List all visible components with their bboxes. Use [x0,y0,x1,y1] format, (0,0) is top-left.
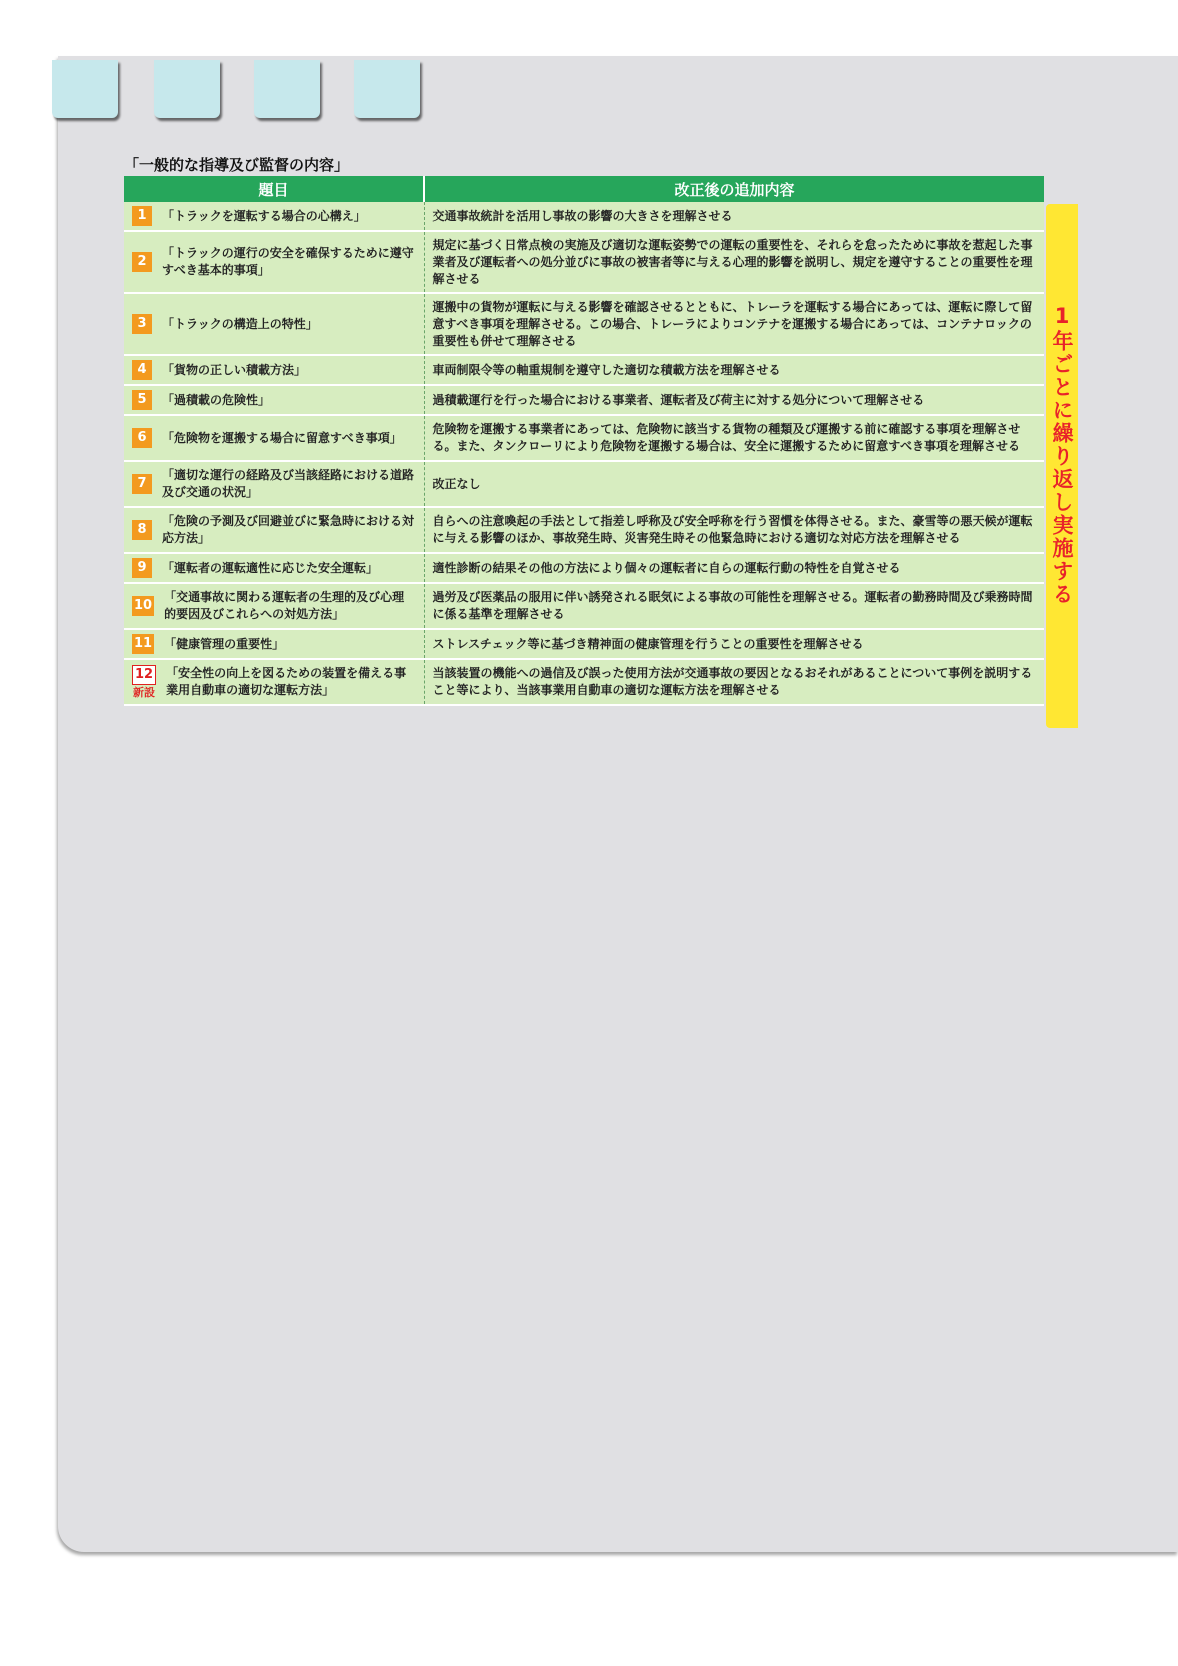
row-number: 2 [132,252,152,272]
topic-text: 「貨物の正しい積載方法」 [162,362,307,377]
content-cell: 当該装置の機能への過信及び誤った使用方法が交通事故の要因となるおそれがあることについて事例を説明すること等により、当該事業用自動車の適切な運転方法を理解させる [424,659,1044,705]
row-number: 4 [132,360,152,380]
content-cell: 規定に基づく日常点検の実施及び適切な運転姿勢での運転の重要性を、それらを怠ったために事故を惹起した事業者及び運転者への処分並びに事故の被害者等に与える心理的影響を説明し、規定を遵守することの重要性を理解させる [424,231,1044,293]
topic-cell [124,583,424,629]
topic-cell [124,293,424,355]
topic-cell [124,659,424,705]
index-tab-3 [254,60,320,118]
index-tab-2 [154,60,220,118]
content-cell: 自らへの注意喚起の手法として指差し呼称及び安全呼称を行う習慣を体得させる。また、豪雪等の悪天候が運転に与える影響のほか、事故発生時、災害発生時その他緊急時における適切な対応方法を理解させる [424,507,1044,553]
table-header-row [124,176,1044,202]
topic-cell [124,629,424,659]
topic-text: 「トラックの構造上の特性」 [162,316,318,331]
row-number: 7 [132,474,152,494]
index-tab-4 [354,60,420,118]
row-number: 9 [132,558,152,578]
row-number: 6 [132,428,152,448]
content-cell: 危険物を運搬する事業者にあっては、危険物に該当する貨物の種類及び運搬する前に確認する事項を理解させる。また、タンクローリにより危険物を運搬する場合は、安全に運搬するために留意すべき事項を理解させる [424,415,1044,461]
table-row [124,659,1044,705]
topic-text: 「トラックの運行の安全を確保するために遵守すべき基本的事項」 [162,246,414,277]
table-row [124,385,1044,415]
row-number: 8 [132,520,152,540]
table-row [124,415,1044,461]
content-cell: 過労及び医薬品の服用に伴い誘発される眠気による事故の可能性を理解させる。運転者の勤務時間及び乗務時間に係る基準を理解させる [424,583,1044,629]
guidance-table [124,176,1044,706]
side-banner-text: 1年ごとに繰り返し実施する [1050,304,1074,606]
content-column-header: 改正後の追加内容 [424,176,1044,202]
topic-text: 「適切な運行の経路及び当該経路における道路及び交通の状況」 [162,468,415,499]
table-row [124,231,1044,293]
content-cell: 交通事故統計を活用し事故の影響の大きさを理解させる [424,202,1044,231]
topic-text: 「運転者の運転適性に応じた安全運転」 [162,560,379,575]
table-row [124,629,1044,659]
content-cell: ストレスチェック等に基づき精神面の健康管理を行うことの重要性を理解させる [424,629,1044,659]
table-row [124,507,1044,553]
topic-text: 「過積載の危険性」 [162,392,271,407]
topic-text: 「安全性の向上を図るための装置を備える事業用自動車の適切な運転方法」 [166,666,407,697]
topic-text: 「危険の予測及び回避並びに緊急時における対応方法」 [162,514,415,545]
topic-cell [124,202,424,231]
table-row [124,293,1044,355]
topic-text: 「危険物を運搬する場合に留意すべき事項」 [162,430,402,445]
topic-cell [124,415,424,461]
table-row [124,461,1044,507]
guidance-table-wrapper [124,176,1044,706]
table-row [124,553,1044,583]
row-number: 12 [132,665,156,685]
topic-cell [124,461,424,507]
topic-cell [124,507,424,553]
topic-text: 「交通事故に関わる運転者の生理的及び心理的要因及びこれらへの対処方法」 [164,590,405,621]
new-badge: 新設 [133,686,156,699]
table-row [124,583,1044,629]
topic-text: 「トラックを運転する場合の心構え」 [162,208,366,223]
index-tab-1 [52,60,118,118]
content-cell: 車両制限令等の軸重規制を遵守した適切な積載方法を理解させる [424,355,1044,385]
content-cell: 改正なし [424,461,1044,507]
row-number: 10 [132,596,154,616]
content-cell: 運搬中の貨物が運転に与える影響を確認させるとともに、トレーラを運転する場合にあっては、運転に際して留意すべき事項を理解させる。この場合、トレーラによりコンテナを運搬する場合にあっては、コンテナロックの重要性も併せて理解させる [424,293,1044,355]
topic-text: 「健康管理の重要性」 [164,636,285,651]
content-cell: 過積載運行を行った場合における事業者、運転者及び荷主に対する処分について理解させる [424,385,1044,415]
row-number: 3 [132,314,152,334]
content-cell: 適性診断の結果その他の方法により個々の運転者に自らの運転行動の特性を自覚させる [424,553,1044,583]
table-row [124,202,1044,231]
topic-cell [124,385,424,415]
row-number: 11 [132,634,154,654]
topic-cell [124,553,424,583]
row-number: 1 [132,206,152,226]
topic-column-header: 題目 [124,176,424,202]
row-number-group [132,665,156,699]
side-banner [1046,204,1078,728]
row-number: 5 [132,390,152,410]
table-row [124,355,1044,385]
section-title: 「一般的な指導及び監督の内容」 [124,156,350,174]
topic-cell [124,355,424,385]
topic-cell [124,231,424,293]
